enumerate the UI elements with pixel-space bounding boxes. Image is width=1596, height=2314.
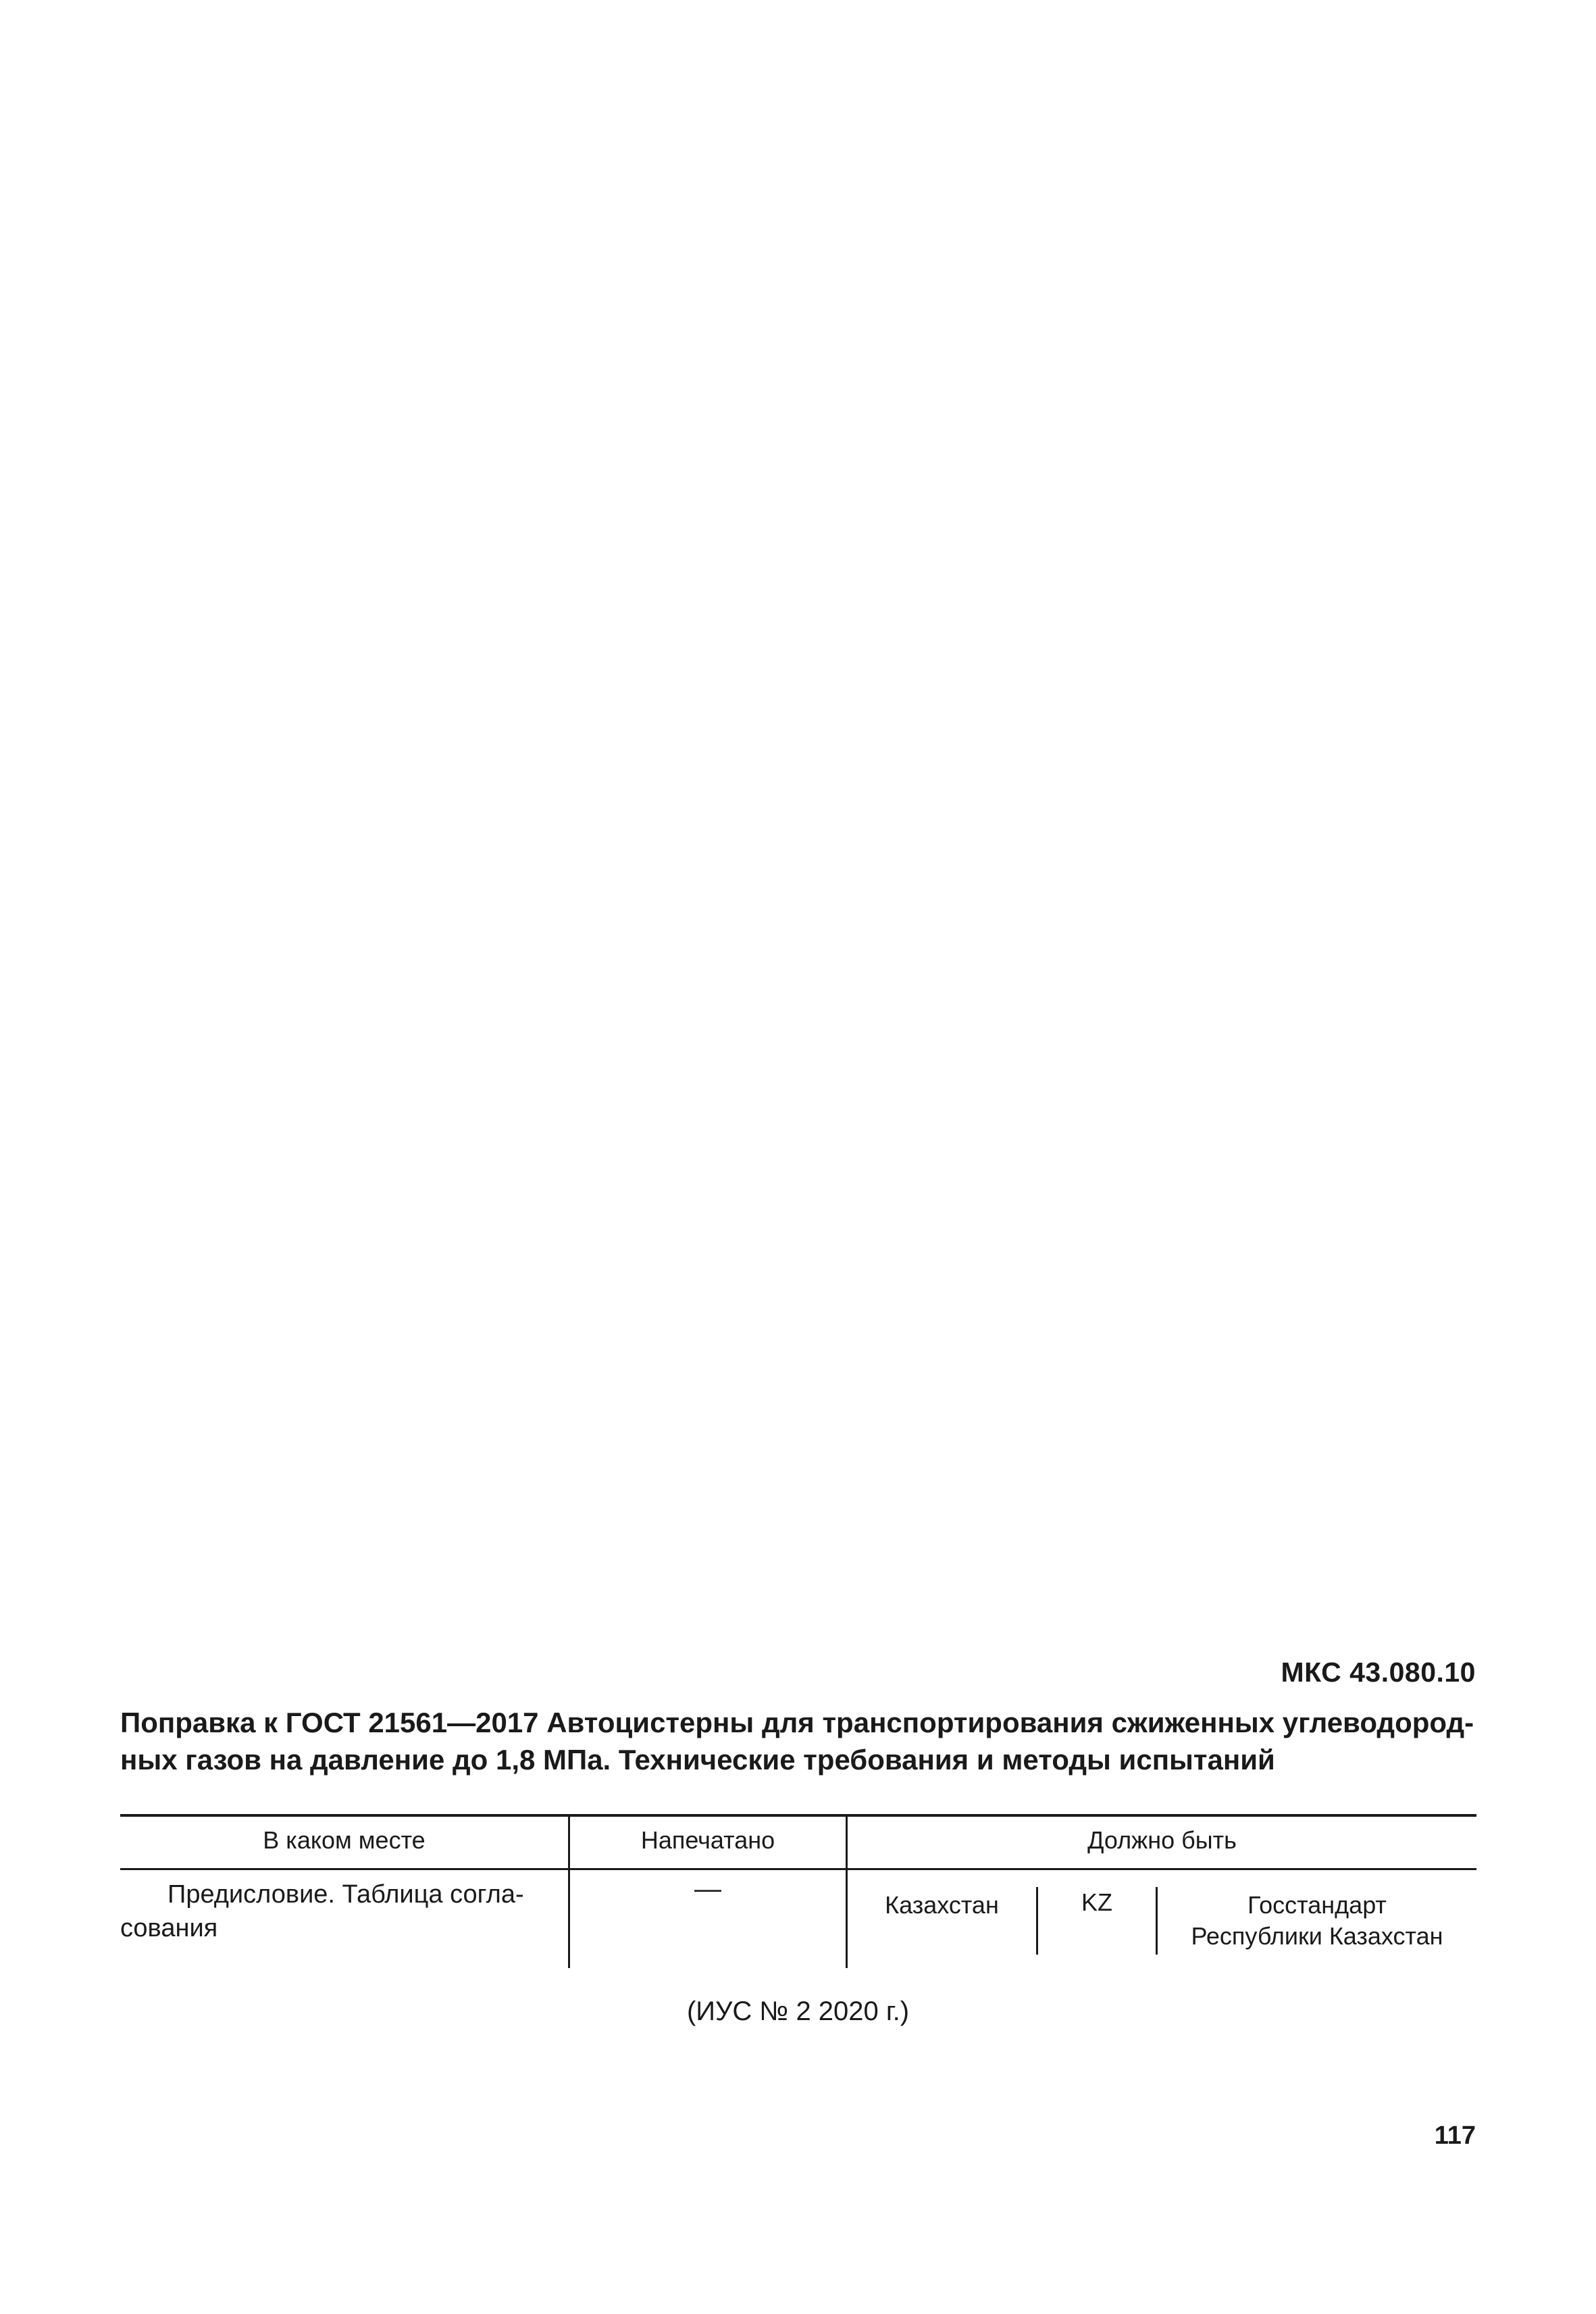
row-organization-line-2: Республики Казахстан [1191, 1922, 1443, 1950]
title-line-2: ных газов на давление до 1,8 МПа. Технические требования и методы испытаний [120, 1744, 1275, 1776]
row-country-code: KZ [1081, 1888, 1112, 1916]
header-printed: Напечатано [640, 1826, 775, 1854]
row-country: Казахстан [885, 1891, 999, 1919]
table-top-rule [120, 1814, 1476, 1817]
page-number: 117 [1434, 2121, 1476, 2150]
row-place-line-1: Предисловие. Таблица согла- [168, 1880, 524, 1909]
amendment-table [120, 1814, 1476, 1969]
table-header-rule [120, 1868, 1476, 1870]
row-place [120, 1878, 559, 1945]
row-organization [1158, 1890, 1476, 1952]
header-place: В каком месте [263, 1826, 426, 1854]
mks-code: МКС 43.080.10 [1281, 1657, 1476, 1688]
row-printed: — [694, 1874, 721, 1904]
document-title [120, 1704, 1478, 1778]
row-organization-line-1: Госстандарт [1247, 1891, 1387, 1919]
ius-reference: (ИУС № 2 2020 г.) [686, 1996, 910, 2026]
header-should-be: Должно быть [1087, 1826, 1237, 1854]
row-place-line-2: сования [120, 1914, 218, 1942]
title-line-1: Поправка к ГОСТ 21561—2017 Автоцистерны для транспортирования сжиженных углеводород- [120, 1707, 1474, 1738]
